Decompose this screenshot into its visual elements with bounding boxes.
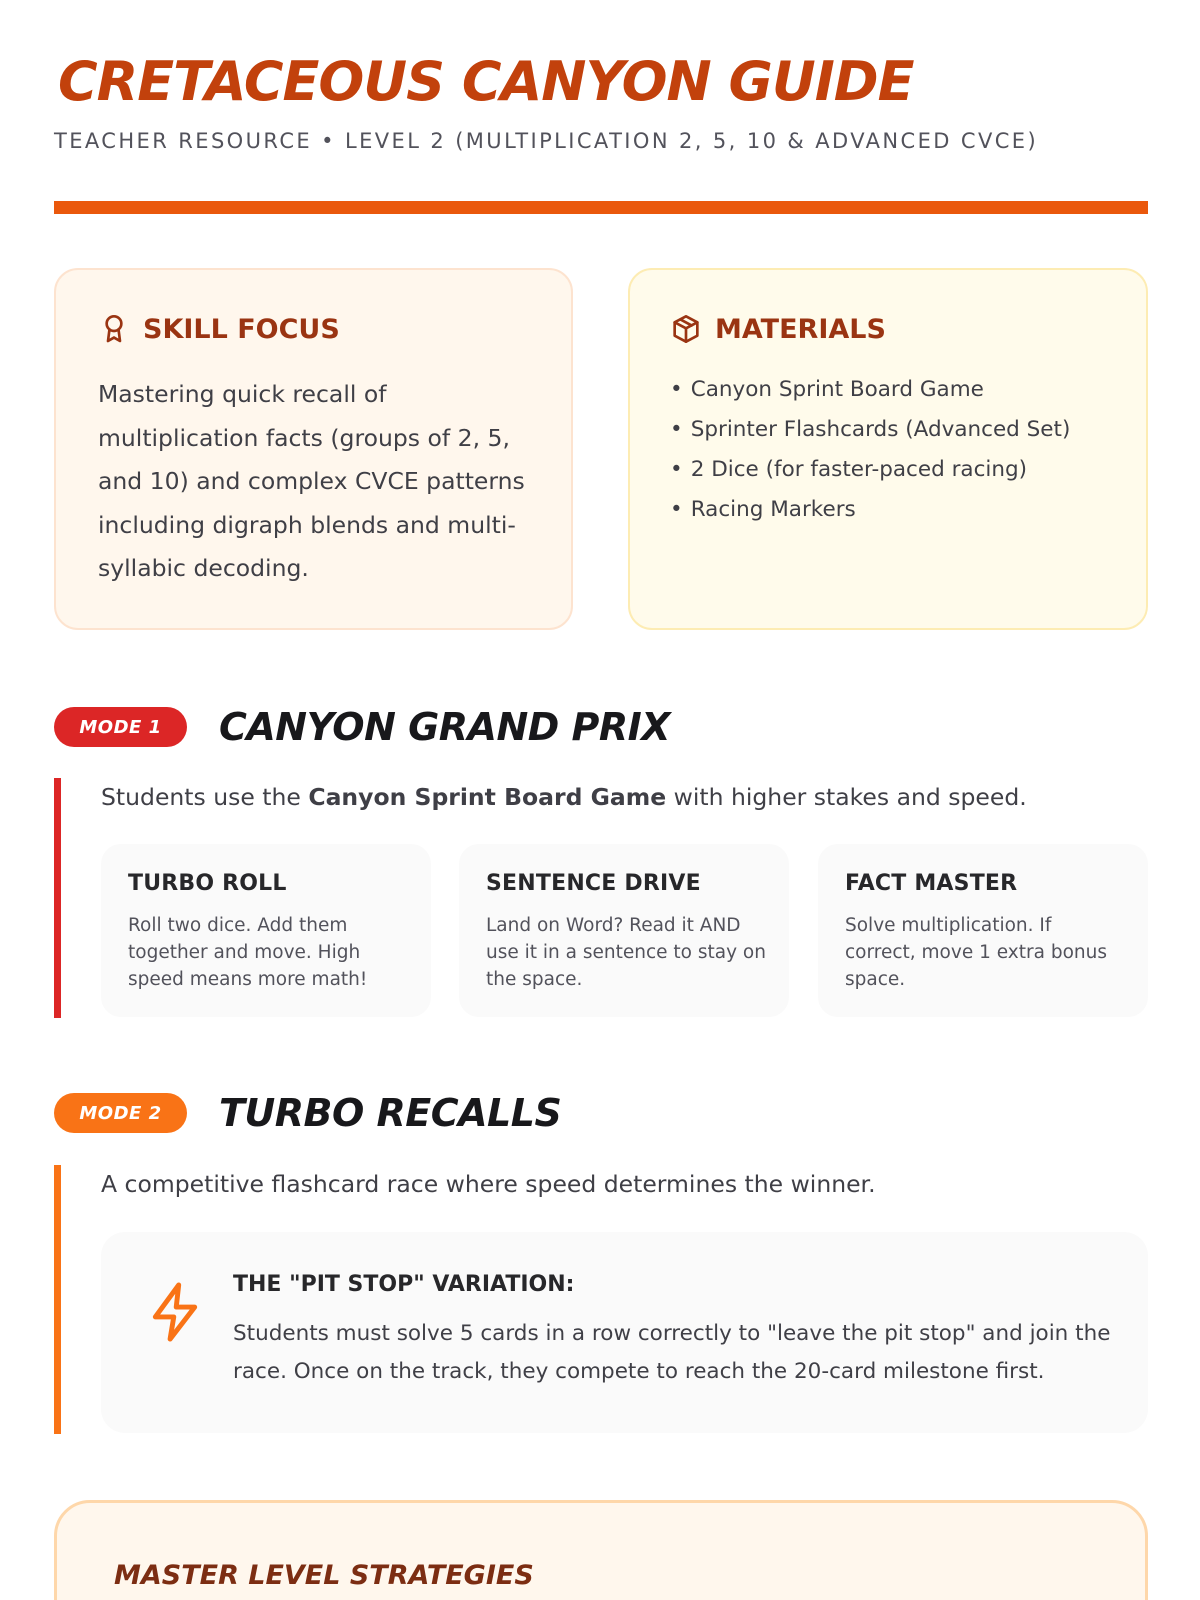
rule-card-fact-master [818,844,1148,1017]
master-strategies-heading: MASTER LEVEL STRATEGIES [114,1560,534,1591]
master-strategies-card [54,1500,1148,1600]
header-divider [54,201,1148,214]
mode2-title: TURBO RECALLS [219,1091,562,1135]
materials-list [670,370,1070,530]
materials-item: • 2 Dice (for faster-paced racing) [670,450,1070,490]
rule-card-title: SENTENCE DRIVE [486,871,701,896]
mode1-desc-before: Students use the [101,783,309,811]
skill-focus-heading: SKILL FOCUS [143,313,340,345]
mode1-accent-bar [54,778,61,1018]
page-title: CRETACEOUS CANYON GUIDE [58,50,914,113]
mode1-title: CANYON GRAND PRIX [219,705,671,749]
materials-item: • Canyon Sprint Board Game [670,370,1070,410]
package-box-icon [670,313,702,345]
award-ribbon-icon [98,313,130,345]
skill-focus-card [54,268,573,630]
mode2-badge: MODE 2 [54,1093,187,1133]
materials-item: • Sprinter Flashcards (Advanced Set) [670,410,1070,450]
rule-card-turbo-roll [101,844,431,1017]
skill-focus-header [98,313,340,345]
mode1-badge: MODE 1 [54,707,187,747]
mode2-header [54,1091,561,1135]
rule-card-title: FACT MASTER [845,871,1018,896]
rule-card-title: TURBO ROLL [128,871,287,896]
rule-card-text: Land on Word? Read it AND use it in a sentence to stay on the space. [486,915,766,990]
rule-card-text: Roll two dice. Add them together and move. High speed means more math! [128,915,368,990]
skill-focus-text: Mastering quick recall of multiplication facts (groups of 2, 5, and 10) and complex CVCE patterns including digraph blends and multi-syllabic decoding. [98,380,525,582]
pit-stop-card [101,1232,1148,1433]
page-subtitle: TEACHER RESOURCE • LEVEL 2 (MULTIPLICATION 2, 5, 10 & ADVANCED CVCE) [54,129,1039,153]
materials-heading: MATERIALS [715,313,886,345]
mode1-header [54,705,670,749]
mode1-desc-after: with higher stakes and speed. [666,783,1027,811]
materials-header [670,313,886,345]
mode1-desc-bold: Canyon Sprint Board Game [308,783,667,811]
materials-item: • Racing Markers [670,490,1070,530]
mode2-accent-bar [54,1165,61,1434]
rule-card-sentence-drive [459,844,789,1017]
lightning-bolt-icon [145,1280,205,1344]
pit-stop-title: THE "PIT STOP" VARIATION: [233,1272,575,1297]
rule-card-text: Solve multiplication. If correct, move 1 extra bonus space. [845,915,1107,990]
materials-card [628,268,1148,630]
mode1-description [101,783,1027,811]
pit-stop-text: Students must solve 5 cards in a row correctly to "leave the pit stop" and join the race. Once on the track, they compete to reach the 20-card milestone first. [233,1321,1111,1384]
mode2-description: A competitive flashcard race where speed determines the winner. [101,1170,876,1198]
